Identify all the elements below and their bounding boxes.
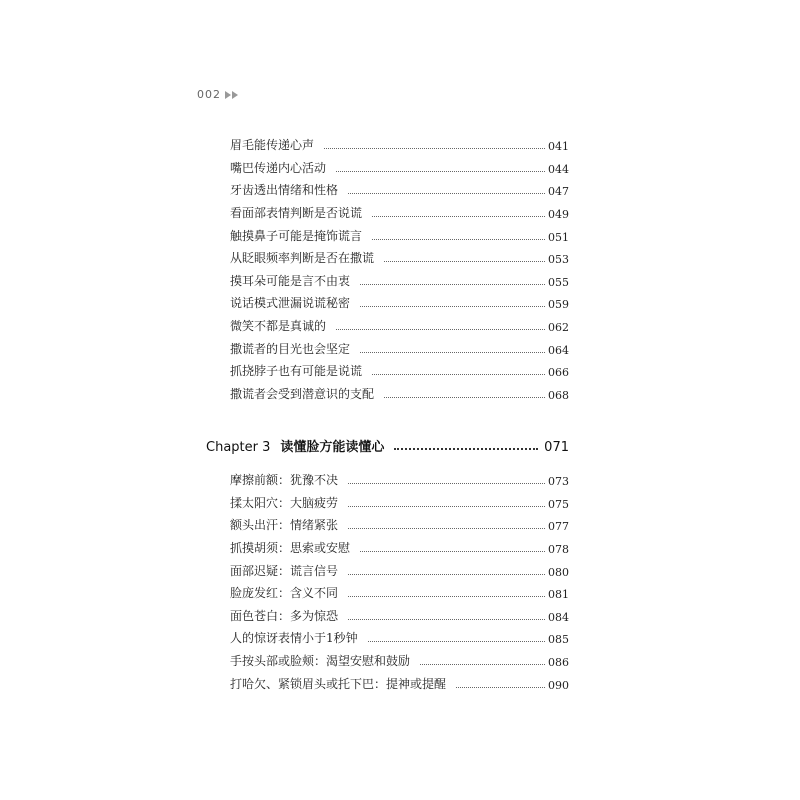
chapter-page: 071: [544, 440, 569, 455]
leader-dots: [348, 506, 545, 507]
toc-entry-page: 062: [548, 321, 569, 334]
toc-entry-page: 068: [548, 389, 569, 402]
toc-entry[interactable]: [230, 201, 569, 221]
toc-entry[interactable]: [230, 246, 569, 266]
leader-dots: [384, 261, 545, 262]
toc-entry-title: 牙齿透出情绪和性格: [230, 183, 339, 197]
leader-dots: [372, 239, 545, 240]
toc-entry-page: 047: [548, 185, 569, 198]
toc-entry-page: 053: [548, 253, 569, 266]
leader-dots: [360, 284, 545, 285]
toc-entry-title: 摸耳朵可能是言不由衷: [230, 274, 351, 288]
leader-dots: [372, 216, 545, 217]
toc-entry-title: 打哈欠、紧锁眉头或托下巴：提神或提醒: [230, 677, 447, 691]
leader-dots: [360, 352, 545, 353]
toc-entry[interactable]: [230, 626, 569, 646]
toc-entry-page: 081: [548, 588, 569, 601]
leader-dots: [324, 148, 545, 149]
toc-entry-title: 人的惊讶表情小于1秒钟: [230, 631, 358, 645]
toc-entry[interactable]: [230, 581, 569, 601]
page-number-text: 002: [197, 88, 221, 101]
toc-entry-title: 眉毛能传递心声: [230, 138, 315, 152]
toc-entry-title: 撒谎者的目光也会坚定: [230, 342, 351, 356]
toc-entry[interactable]: [230, 269, 569, 289]
leader-dots: [348, 483, 545, 484]
toc-entry-page: 080: [548, 566, 569, 579]
page-number: [197, 88, 239, 101]
toc-entry-page: 051: [548, 231, 569, 244]
leader-dots: [348, 574, 545, 575]
toc-entry-page: 044: [548, 163, 569, 176]
toc-entry-title: 触摸鼻子可能是掩饰谎言: [230, 229, 363, 243]
leader-dots: [360, 306, 545, 307]
toc-entry-page: 049: [548, 208, 569, 221]
toc-entry-title: 面色苍白：多为惊恐: [230, 609, 339, 623]
toc-entry-page: 041: [548, 140, 569, 153]
toc-entry-page: 084: [548, 611, 569, 624]
leader-dots: [348, 528, 545, 529]
toc-entry-page: 066: [548, 366, 569, 379]
toc-entry-title: 说话模式泄漏说谎秘密: [230, 296, 351, 310]
toc-entry-title: 脸庞发红：含义不同: [230, 586, 339, 600]
leader-dots: [360, 551, 545, 552]
leader-dots: [348, 619, 545, 620]
chapter-heading[interactable]: [206, 433, 569, 455]
toc-entry-title: 抓挠脖子也有可能是说谎: [230, 364, 363, 378]
toc-entry[interactable]: [230, 156, 569, 176]
double-arrow-icon: [225, 91, 239, 99]
toc-entry-title: 手按头部或脸颊：渴望安慰和鼓励: [230, 654, 411, 668]
toc-entry[interactable]: [230, 536, 569, 556]
toc-entry[interactable]: [230, 359, 569, 379]
toc-entry-page: 055: [548, 276, 569, 289]
toc-entry[interactable]: [230, 291, 569, 311]
toc-entry[interactable]: [230, 491, 569, 511]
toc-entry-title: 从眨眼频率判断是否在撒谎: [230, 251, 375, 265]
toc-entry-page: 077: [548, 520, 569, 533]
toc-entry[interactable]: [230, 224, 569, 244]
toc-entry-title: 额头出汗：情绪紧张: [230, 518, 339, 532]
toc-entry-page: 085: [548, 633, 569, 646]
toc-entry-title: 微笑不都是真诚的: [230, 319, 327, 333]
toc-entry[interactable]: [230, 178, 569, 198]
toc-entry-page: 078: [548, 543, 569, 556]
leader-dots: [384, 397, 545, 398]
toc-entry[interactable]: [230, 382, 569, 402]
toc-entry[interactable]: [230, 604, 569, 624]
toc-entry[interactable]: [230, 468, 569, 488]
toc-entry-title: 嘴巴传递内心活动: [230, 161, 327, 175]
toc-entry[interactable]: [230, 672, 569, 692]
leader-dots: [348, 193, 545, 194]
toc-entry-page: 086: [548, 656, 569, 669]
chapter-label: Chapter 3: [206, 440, 271, 455]
toc-entry[interactable]: [230, 559, 569, 579]
toc-entry-title: 撒谎者会受到潜意识的支配: [230, 387, 375, 401]
toc-entry-page: 090: [548, 679, 569, 692]
leader-dots: [456, 687, 545, 688]
leader-dots: [348, 596, 545, 597]
leader-dots: [420, 664, 545, 665]
leader-dots: [336, 171, 545, 172]
toc-entry-title: 摩擦前额：犹豫不决: [230, 473, 339, 487]
chapter-title: 读懂脸方能读懂心: [280, 440, 385, 455]
leader-dots: [336, 329, 545, 330]
toc-entry-page: 064: [548, 344, 569, 357]
toc-entry-title: 抓摸胡须：思索或安慰: [230, 541, 351, 555]
toc-entry-page: 059: [548, 298, 569, 311]
toc-entry-title: 面部迟疑：谎言信号: [230, 564, 339, 578]
toc-entry[interactable]: [230, 649, 569, 669]
leader-dots: [368, 641, 545, 642]
leader-dots: [372, 374, 545, 375]
toc-entry-page: 073: [548, 475, 569, 488]
toc-entry[interactable]: [230, 133, 569, 153]
leader-dots: [394, 448, 538, 450]
toc-entry-page: 075: [548, 498, 569, 511]
toc-entry[interactable]: [230, 314, 569, 334]
toc-entry-title: 看面部表情判断是否说谎: [230, 206, 363, 220]
toc-entry-title: 揉太阳穴：大脑疲劳: [230, 496, 339, 510]
toc-entry[interactable]: [230, 337, 569, 357]
toc-entry[interactable]: [230, 513, 569, 533]
